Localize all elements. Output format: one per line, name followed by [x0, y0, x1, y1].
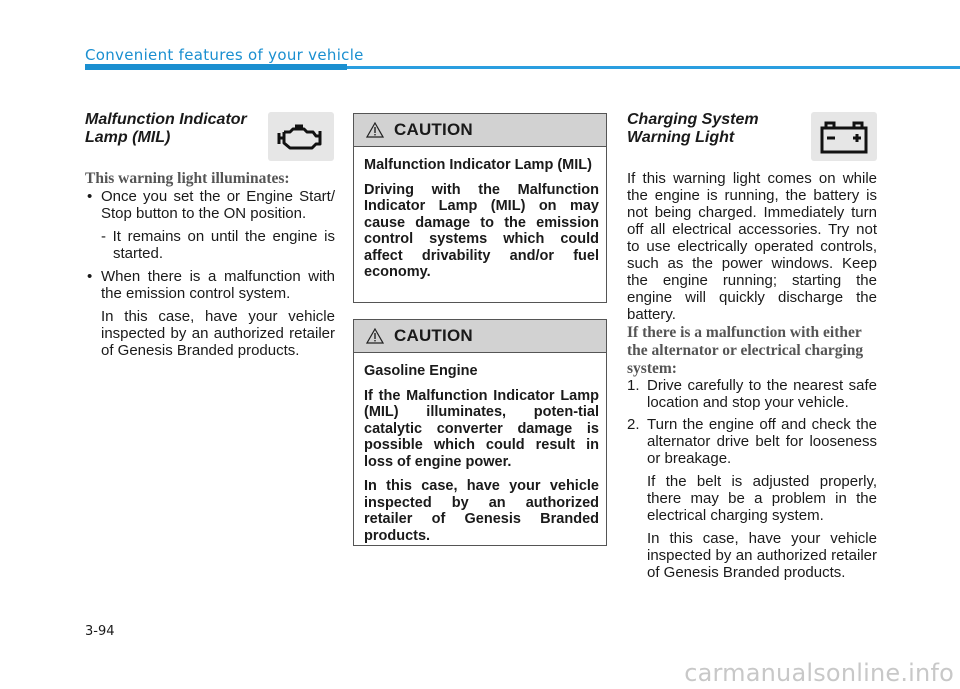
charging-heading-line2: Warning Light	[627, 129, 735, 146]
mil-bullet-list	[85, 188, 335, 359]
caution-content	[354, 147, 606, 281]
charging-steps	[627, 377, 877, 586]
step-note: If the belt is adjusted properly, there may be a problem in the electrical charging system.	[647, 473, 877, 524]
engine-check-icon	[268, 112, 334, 161]
header-rule-accent	[85, 64, 347, 70]
caution-text: Driving with the Malfunction Indicator Lamp (MIL) on may cause damage to the emission control systems which could affect drivability and/or fuel economy.	[364, 181, 599, 280]
mil-body	[85, 188, 335, 365]
caution-header	[354, 320, 606, 353]
mil-subhead: This warning light illuminates:	[85, 170, 290, 187]
list-item	[627, 416, 877, 581]
mil-heading-line1: Malfunction Indicator	[85, 111, 247, 128]
caution-title: CAUTION	[394, 326, 473, 345]
page-number: 3-94	[85, 624, 115, 639]
caution-text-1: If the Malfunction Indicator Lamp (MIL) illuminates, poten-tial catalytic converter damage is possible which could result in loss of engine power.	[364, 387, 599, 470]
caution-subtitle: Gasoline Engine	[364, 363, 478, 379]
caution-box-mil	[353, 113, 607, 303]
step-text: Turn the engine off and check the alternator drive belt for looseness or breakage.	[647, 416, 877, 467]
caution-box-gasoline	[353, 319, 607, 546]
mil-bullet1-text: • Once you set the or Engine Start/ Stop button to the ON position.	[101, 188, 335, 222]
step-note: In this case, have your vehicle inspected by an authorized retailer of Genesis Branded products.	[647, 530, 877, 581]
caution-subtitle: Malfunction Indicator Lamp (MIL)	[364, 157, 592, 173]
charging-subhead: If there is a malfunction with either the alternator or electrical charging system:	[627, 324, 864, 377]
charging-body: If this warning light comes on while the engine is running, the battery is not being charged. Immediately turn off all electrical accessories. Try not to use electrically operated controls, such as the power windows. Keep the engine running; starting the engine will quickly discharge the battery.	[627, 170, 877, 323]
battery-icon	[811, 112, 877, 161]
step-text: Drive carefully to the nearest safe location and stop your vehicle.	[647, 377, 877, 411]
section-title: Convenient features of your vehicle	[85, 46, 364, 64]
list-item	[85, 188, 335, 262]
mil-bullet1-sub: - It remains on until the engine is started.	[101, 228, 335, 262]
mil-heading-line2: Lamp (MIL)	[85, 129, 171, 146]
caution-text-2: In this case, have your vehicle inspected by an authorized retailer of Genesis Branded products.	[364, 478, 599, 544]
caution-content	[354, 353, 606, 544]
warning-triangle-icon	[366, 122, 384, 138]
warning-triangle-icon	[366, 328, 384, 344]
mil-bullet2-note: In this case, have your vehicle inspected by an authorized retailer of Genesis Branded products.	[101, 308, 335, 359]
mil-bullet2-text: • When there is a malfunction with the emission control system.	[101, 268, 335, 302]
mil-heading	[85, 111, 270, 147]
charging-heading-line1: Charging System	[627, 111, 759, 128]
step-number: 1.	[627, 377, 640, 394]
caution-header	[354, 114, 606, 147]
step-number: 2.	[627, 416, 640, 433]
charging-heading	[627, 111, 807, 147]
caution-title: CAUTION	[394, 120, 473, 139]
list-item	[627, 377, 877, 411]
list-item	[85, 268, 335, 359]
watermark: carmanualsonline.info	[684, 659, 954, 687]
